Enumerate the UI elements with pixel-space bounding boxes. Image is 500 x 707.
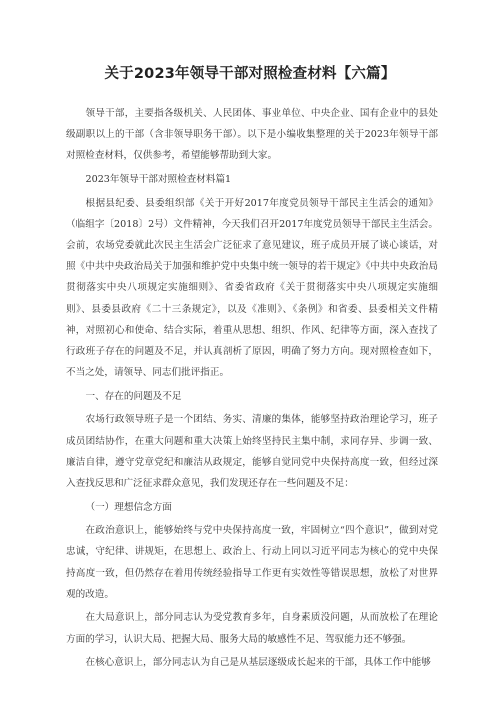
- subsection-heading-ideals: （一）理想信念方面: [85, 501, 172, 513]
- document-body: [66, 103, 438, 676]
- article-1-opening-paragraph: 根据县纪委、县委组织部《关于开好2017年度党员领导干部民主生活会的通知》（临组字〔2018〕2号）文件精神，今天我们召开2017年度党员领导干部民主生活会。会前，农场党委就此次民主生活会广泛征求了意见建议，班子成员开展了谈心谈话，对照《中共中央政治局关于加强和维护党中央集中统一领导的若干规定》《中共中央政治局贯彻落实中央八项规定实施细则》、省委省政府《关于贯彻落实中央八项规定实施细则》、县委县政府《二十三条规定》，以及《准则》、《条例》和省委、县委相关文件精神，对照初心和使命、结合实际，着重从思想、组织、作风、纪律等方面，深入查找了行政班子存在的问题及不足，并认真剖析了原因，明确了努力方向。现对照检查如下，不当之处，请领导、同志们批评指正。: [66, 197, 438, 379]
- core-awareness-paragraph: 在核心意识上，部分同志认为自己是从基层逐级成长起来的干部，具体工作中能够: [85, 657, 431, 669]
- big-picture-awareness-paragraph: 在大局意识上，部分同志认为受党教育多年，自身素质没问题，从而放松了在理论方面的学习，认识大局、把握大局、服务大局的敏感性不足、驾驭能力还不够强。: [66, 612, 438, 645]
- document-title: 关于2023年领导干部对照检查材料【六篇】: [104, 66, 396, 82]
- intro-paragraph: 领导干部，主要指各级机关、人民团体、事业单位、中央企业、国有企业中的县处级副职以上的干部（含非领导职务干部）。以下是小编收集整理的关于2023年领导干部对照检查材料，仅供参考，希望能够帮助到大家。: [66, 108, 438, 162]
- section-heading-article-1: 2023年领导干部对照检查材料篇1: [85, 174, 232, 185]
- problems-overview-paragraph: 农场行政领导班子是一个团结、务实、清廉的集体，能够坚持政治理论学习，班子成员团结协作，在重大问题和重大决策上始终坚持民主集中制，求同存异、步调一致、廉洁自律，遵守党章党纪和廉洁从政规定，能够自觉同党中央保持高度一致，但经过深入查找反思和广泛征求群众意见，我们发现还存在一些问题及不足：: [66, 414, 438, 490]
- section-heading-problems: 一、存在的问题及不足: [85, 390, 182, 402]
- political-awareness-paragraph: 在政治意识上，能够始终与党中央保持高度一致，牢固树立“四个意识”，做到对党忠诚，守纪律、讲规矩，在思想上、政治上、行动上同以习近平同志为核心的党中央保持高度一致，但仍然存在着用传统经验指导工作更有实效性等错误思想，放松了对世界观的改造。: [66, 525, 438, 600]
